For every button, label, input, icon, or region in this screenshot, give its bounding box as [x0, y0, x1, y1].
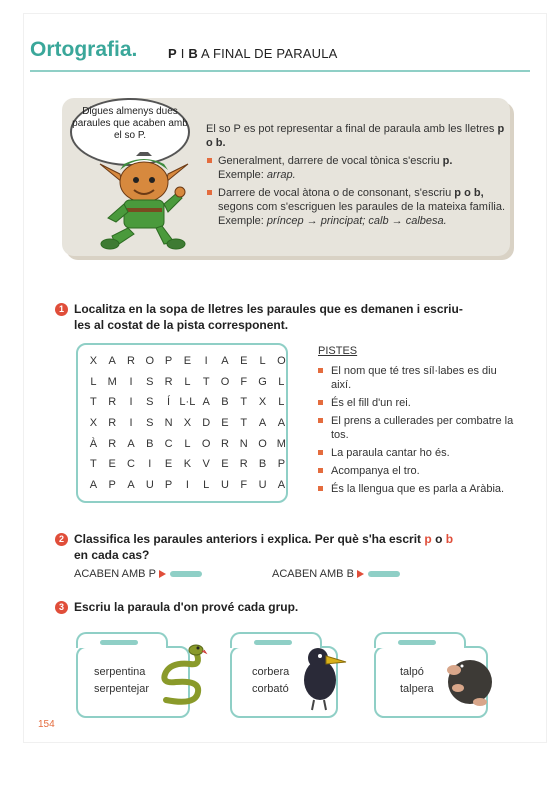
word-search-cell[interactable]: E: [164, 458, 173, 471]
arrow-right-icon: [159, 570, 166, 578]
word-search-grid: [84, 351, 291, 495]
word-search-cell[interactable]: Í: [167, 396, 171, 409]
word-search-cell[interactable]: O: [145, 355, 155, 368]
word-search-cell[interactable]: S: [146, 396, 154, 409]
rule-bullet: Generalment, darrere de vocal tònica s'escriu p. Exemple: arrap.: [218, 154, 506, 182]
word-search-cell[interactable]: I: [129, 396, 133, 409]
word-search-cell[interactable]: E: [108, 458, 116, 471]
word-search-cell[interactable]: E: [221, 458, 229, 471]
word-search-cell[interactable]: P: [277, 458, 286, 471]
word-search-cell[interactable]: E: [240, 355, 248, 368]
word-search-cell[interactable]: P: [108, 478, 116, 491]
word-search-cell[interactable]: V: [202, 458, 210, 471]
word-search-cell[interactable]: O: [277, 355, 286, 368]
word-search-cell[interactable]: L: [278, 375, 285, 388]
word-search-cell[interactable]: T: [240, 396, 248, 409]
pista-item: El nom que té tres síl·labes es diu així.: [318, 364, 518, 392]
word-search-cell[interactable]: E: [221, 417, 229, 430]
word-search-cell[interactable]: N: [164, 417, 173, 430]
pista-item: És el fill d'un rei.: [318, 396, 518, 410]
pista-item: El prens a cullerades per combatre la tos.: [318, 414, 518, 442]
exercise-instruction: Localitza en la sopa de lletres les paraules que es demanen i escriu-les al costat de la pista corresponent.: [74, 302, 463, 332]
mole-illustration: [440, 648, 496, 708]
rule-bullet: Darrere de vocal àtona o de consonant, s'escriu p o b, segons com s'escriguen les paraules de la mateixa família. Exemple: príncep → principat; calb → calbesa.: [218, 187, 506, 227]
word-search-cell[interactable]: F: [240, 375, 248, 388]
card-words: corbera corbató: [252, 666, 290, 695]
answer-blank[interactable]: [170, 571, 202, 577]
word-search-cell[interactable]: U: [221, 478, 229, 491]
word-search-cell[interactable]: R: [221, 437, 229, 450]
word-search-cell[interactable]: X: [183, 417, 192, 430]
pista-item: La paraula cantar ho és.: [318, 446, 518, 460]
crow-illustration: [296, 644, 348, 712]
rule-text: El so P es pot representar a final de paraula amb les lletres p o b. Generalment, darrere de vocal tònica s'escriu p. Exemple: arrap. Darrere de vocal àtona o de consonant, s'escriu p o b, segons com s'escriguen les paraules de la mateixa família. Exemple: príncep → principat; calb → calbesa.: [206, 123, 506, 227]
word-search-cell[interactable]: O: [220, 375, 230, 388]
word-search-cell[interactable]: A: [127, 437, 135, 450]
word-search-cell[interactable]: C: [164, 437, 173, 450]
word-search-cell[interactable]: T: [90, 458, 97, 471]
word-search-cell[interactable]: C: [127, 458, 135, 471]
word-search-cell[interactable]: S: [146, 417, 154, 430]
word-search-cell[interactable]: À: [89, 437, 98, 450]
answer-blank[interactable]: [398, 640, 436, 645]
word-search-cell[interactable]: D: [202, 417, 211, 430]
word-search-cell[interactable]: I: [185, 478, 189, 491]
word-search-cell[interactable]: R: [164, 375, 173, 388]
header-rule: [30, 70, 530, 72]
word-search-cell[interactable]: R: [108, 396, 117, 409]
answer-blank[interactable]: [100, 640, 138, 645]
word-search-cell[interactable]: T: [202, 375, 210, 388]
word-search-cell[interactable]: B: [221, 396, 229, 409]
word-search-cell[interactable]: B: [258, 458, 267, 471]
word-search-cell[interactable]: G: [258, 375, 267, 388]
elf-illustration: [92, 152, 192, 252]
exercise-number: 1: [55, 303, 68, 316]
page-number: 154: [38, 719, 55, 730]
word-search-cell[interactable]: L: [259, 355, 266, 368]
word-search-row: [84, 413, 291, 434]
answer-blank[interactable]: [368, 571, 400, 577]
word-search-cell[interactable]: L·L: [179, 396, 196, 409]
word-search-cell[interactable]: B: [146, 437, 154, 450]
answer-blank[interactable]: [254, 640, 292, 645]
word-search-cell[interactable]: R: [239, 458, 248, 471]
word-search-cell[interactable]: A: [108, 355, 116, 368]
word-search-cell[interactable]: A: [89, 478, 98, 491]
pistes-heading: PISTES: [318, 345, 358, 357]
word-search-cell[interactable]: R: [108, 437, 117, 450]
word-search-cell[interactable]: L: [184, 437, 191, 450]
word-search-cell[interactable]: L: [184, 375, 191, 388]
word-search-cell[interactable]: U: [258, 478, 267, 491]
arrow-right-icon: [357, 570, 364, 578]
word-search-cell[interactable]: A: [127, 478, 135, 491]
word-search-cell[interactable]: T: [90, 396, 97, 409]
section-subtitle: P I B A FINAL DE PARAULA: [168, 46, 338, 61]
word-search-cell[interactable]: O: [201, 437, 211, 450]
word-search-cell[interactable]: R: [108, 417, 117, 430]
word-search-cell[interactable]: I: [129, 417, 133, 430]
word-search-cell[interactable]: M: [276, 437, 286, 450]
word-search-cell[interactable]: L: [278, 396, 285, 409]
word-search-cell[interactable]: S: [146, 375, 154, 388]
word-search-cell[interactable]: X: [89, 417, 98, 430]
pistes-list: [318, 364, 518, 500]
word-search-row: [84, 475, 291, 496]
word-search-cell[interactable]: F: [240, 478, 248, 491]
section-title: Ortografia.: [30, 38, 138, 61]
exercise-instruction: Classifica les paraules anteriors i explica. Per què s'ha escrit p o b en cada cas?: [74, 532, 454, 562]
word-search-row: [84, 392, 291, 413]
word-search-cell[interactable]: I: [204, 355, 208, 368]
word-search-cell[interactable]: X: [258, 396, 267, 409]
exercise-instruction: Escriu la paraula d'on prové cada grup.: [74, 600, 299, 614]
word-search-cell[interactable]: N: [239, 437, 248, 450]
word-search-cell[interactable]: A: [258, 417, 267, 430]
pista-item: Acompanya el tro.: [318, 464, 518, 478]
word-search-cell[interactable]: A: [221, 355, 229, 368]
word-search-cell[interactable]: P: [164, 355, 173, 368]
word-search-cell[interactable]: P: [164, 478, 173, 491]
word-search-cell[interactable]: T: [240, 417, 248, 430]
word-search-cell[interactable]: A: [277, 478, 286, 491]
word-search-cell[interactable]: O: [258, 437, 267, 450]
card-words: talpó talpera: [400, 666, 434, 695]
word-search-cell[interactable]: R: [127, 355, 135, 368]
word-search-row: [84, 372, 291, 393]
snake-illustration: [156, 640, 208, 708]
exercise-number: 2: [55, 533, 68, 546]
word-search-cell[interactable]: A: [277, 417, 286, 430]
word-search-cell[interactable]: A: [202, 396, 210, 409]
word-search-cell[interactable]: M: [107, 375, 117, 388]
exercise-number: 3: [55, 601, 68, 614]
word-search-cell[interactable]: L: [90, 375, 97, 388]
word-search-row: [84, 433, 291, 454]
rule-bullets: [206, 154, 506, 228]
word-search-cell[interactable]: K: [183, 458, 192, 471]
word-search-row: [84, 454, 291, 475]
word-search-cell[interactable]: X: [89, 355, 98, 368]
word-search-row: [84, 351, 291, 372]
answer-row-b: ACABEN AMB B: [272, 568, 400, 580]
word-search-cell[interactable]: L: [203, 478, 210, 491]
speech-bubble: Digues almenys dues paraules que acaben amb el so P.: [70, 98, 190, 166]
word-search-cell[interactable]: E: [183, 355, 192, 368]
word-search-cell[interactable]: I: [148, 458, 152, 471]
word-search-cell[interactable]: I: [129, 375, 133, 388]
word-search-cell[interactable]: U: [145, 478, 154, 491]
pista-item: És la llengua que es parla a Aràbia.: [318, 482, 518, 496]
answer-row-p: ACABEN AMB P: [74, 568, 202, 580]
card-words: serpentina serpentejar: [94, 666, 150, 695]
